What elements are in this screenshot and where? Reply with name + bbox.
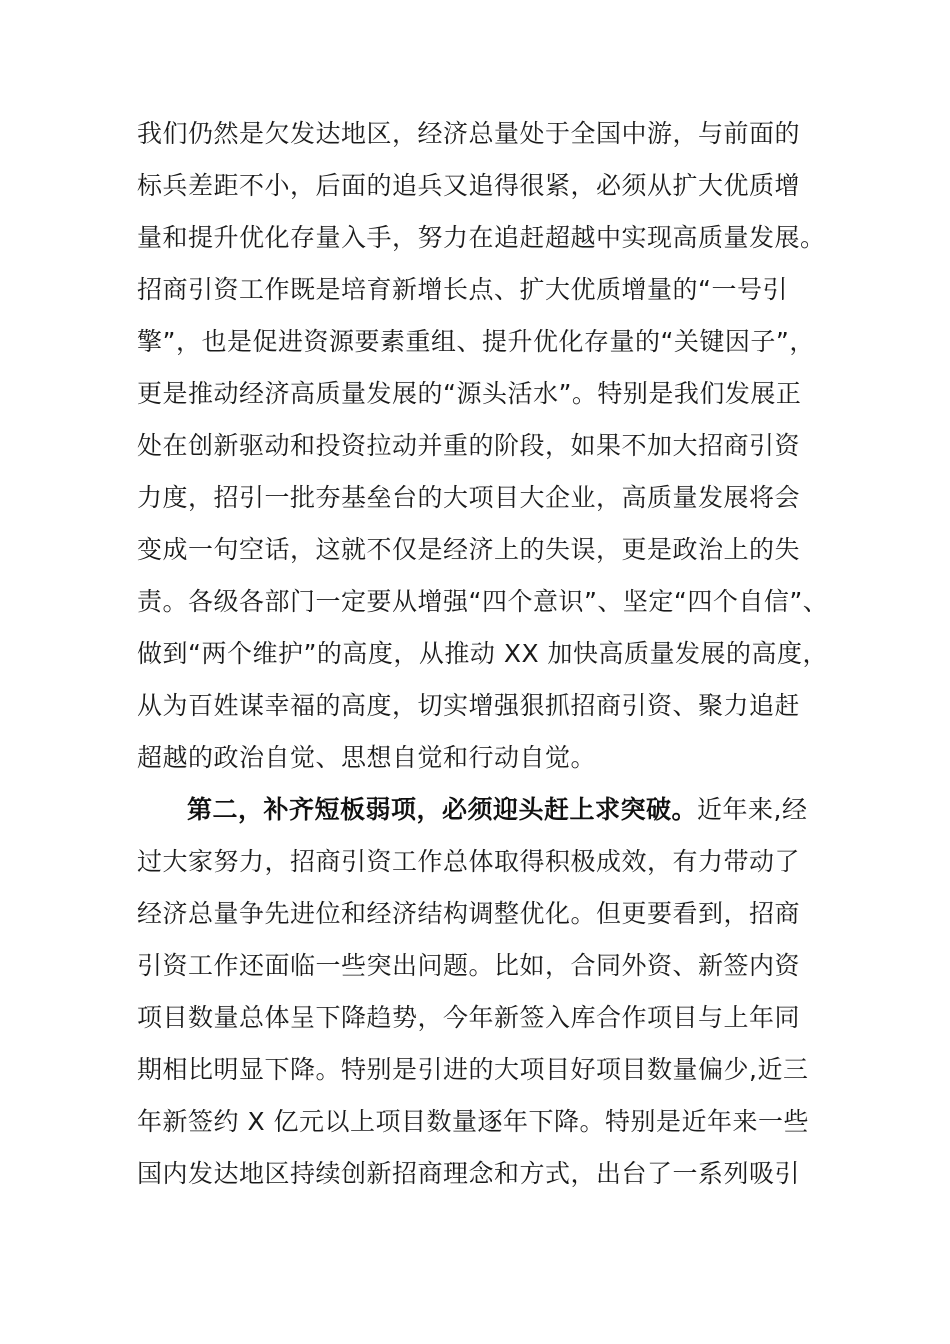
- text-line: 项目数量总体呈下降趋势，今年新签入库合作项目与上年同: [137, 1003, 801, 1032]
- text-line: 力度，招引一批夯基垒台的大项目大企业，高质量发展将会: [137, 483, 801, 512]
- text-line: 年新签约 X 亿元以上项目数量逐年下降。特别是近年来一些: [137, 1107, 810, 1136]
- section-two-first-line-text: 近年来,经: [697, 795, 808, 824]
- text-line: 期相比明显下降。特别是引进的大项目好项目数量偏少,近三: [137, 1055, 809, 1084]
- text-line: 超越的政治自觉、思想自觉和行动自觉。: [137, 743, 597, 772]
- text-line: 从为百姓谋幸福的高度，切实增强狠抓招商引资、聚力追赶: [137, 691, 801, 720]
- text-line: 国内发达地区持续创新招商理念和方式，出台了一系列吸引: [137, 1159, 801, 1188]
- text-line: 变成一句空话，这就不仅是经济上的失误，更是政治上的失: [137, 535, 801, 564]
- text-line: 处在创新驱动和投资拉动并重的阶段，如果不加大招商引资: [137, 431, 801, 460]
- section-two-first-line: [137, 784, 827, 836]
- text-line: 更是推动经济高质量发展的“源头活水”。特别是我们发展正: [137, 379, 802, 408]
- section-two-heading: 第二，补齐短板弱项，必须迎头赶上求突破。: [187, 795, 698, 824]
- text-line: 引资工作还面临一些突出问题。比如，合同外资、新签内资: [137, 951, 801, 980]
- text-line: 擎”，也是促进资源要素重组、提升优化存量的“关键因子”，: [137, 327, 815, 356]
- text-line: 招商引资工作既是培育新增长点、扩大优质增量的“一号引: [137, 275, 788, 304]
- text-line: 我们仍然是欠发达地区，经济总量处于全国中游，与前面的: [137, 119, 801, 148]
- text-line: 标兵差距不小，后面的追兵又追得很紧，必须从扩大优质增: [137, 171, 801, 200]
- text-line: 责。各级各部门一定要从增强“四个意识”、坚定“四个自信”、: [137, 587, 829, 616]
- text-line: 做到“两个维护”的高度，从推动 XX 加快高质量发展的高度，: [137, 639, 829, 668]
- text-line: 过大家努力，招商引资工作总体取得积极成效，有力带动了: [137, 847, 801, 876]
- text-line: 量和提升优化存量入手，努力在追赶超越中实现高质量发展。: [137, 223, 826, 252]
- document-body: [137, 108, 827, 1200]
- text-line: 经济总量争先进位和经济结构调整优化。但更要看到，招商: [137, 899, 801, 928]
